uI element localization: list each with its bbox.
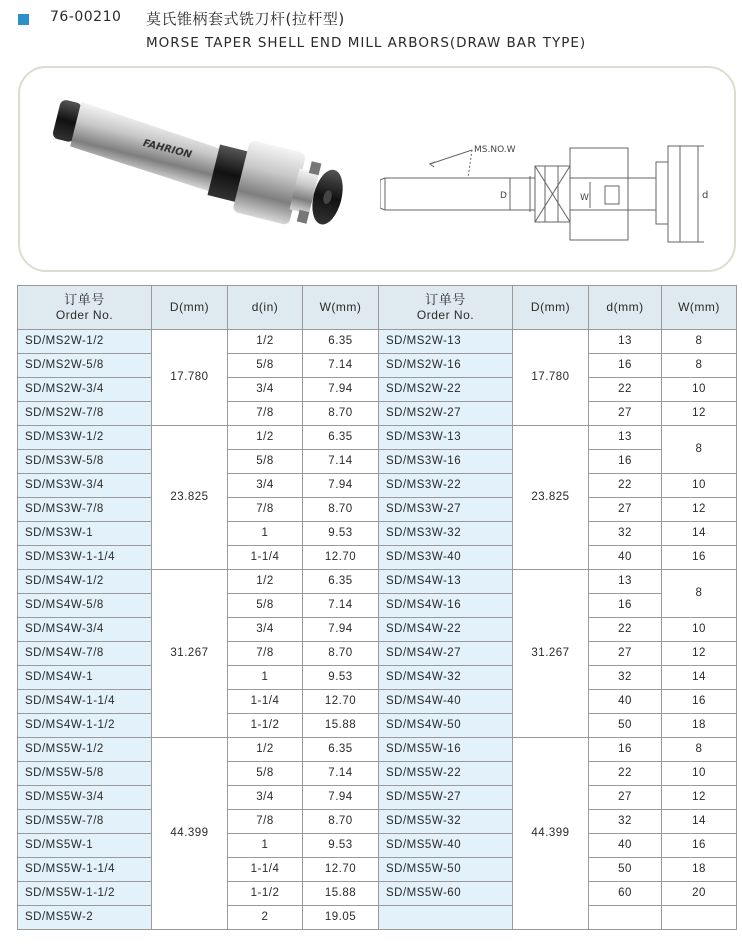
column-header — [589, 286, 662, 330]
D-mm-cell: 17.780 — [152, 330, 228, 426]
W-mm-cell: 8.70 — [303, 810, 379, 834]
W-mm-cell: 14 — [662, 666, 737, 690]
W-mm-cell: 18 — [662, 714, 737, 738]
order-no-cell: SD/MS3W-5/8 — [18, 450, 152, 474]
W-mm-cell: 15.88 — [303, 882, 379, 906]
order-no-cell: SD/MS4W-1/2 — [18, 570, 152, 594]
table-row — [18, 450, 737, 474]
column-header-en: d(mm) — [606, 300, 644, 314]
W-mm-cell — [662, 906, 737, 930]
table-row — [18, 786, 737, 810]
order-no-cell: SD/MS4W-50 — [379, 714, 513, 738]
W-mm-cell: 7.94 — [303, 378, 379, 402]
order-no-cell: SD/MS2W-5/8 — [18, 354, 152, 378]
W-mm-cell: 7.94 — [303, 474, 379, 498]
d-in-cell: 5/8 — [228, 762, 303, 786]
order-no-cell: SD/MS5W-1-1/4 — [18, 858, 152, 882]
D-mm-cell: 23.825 — [513, 426, 589, 570]
table-row — [18, 546, 737, 570]
d-in-cell: 1 — [228, 522, 303, 546]
table-row — [18, 642, 737, 666]
order-no-cell: SD/MS3W-22 — [379, 474, 513, 498]
d-in-cell: 1 — [228, 666, 303, 690]
section-square-icon — [18, 14, 29, 25]
spec-table — [17, 285, 737, 930]
W-mm-cell: 14 — [662, 810, 737, 834]
order-no-cell: SD/MS5W-1/2 — [18, 738, 152, 762]
D-mm-cell: 17.780 — [513, 330, 589, 426]
d-mm-cell: 16 — [589, 594, 662, 618]
order-no-cell: SD/MS5W-2 — [18, 906, 152, 930]
column-header-cn: 订单号 — [425, 291, 466, 307]
column-header-en: D(mm) — [169, 300, 210, 314]
product-figure-panel — [18, 66, 736, 272]
d-mm-cell: 32 — [589, 666, 662, 690]
order-no-cell: SD/MS5W-3/4 — [18, 786, 152, 810]
table-row — [18, 498, 737, 522]
order-no-cell: SD/MS5W-32 — [379, 810, 513, 834]
table-row — [18, 618, 737, 642]
W-mm-cell: 6.35 — [303, 330, 379, 354]
table-header-row — [18, 286, 737, 330]
d-mm-cell: 40 — [589, 546, 662, 570]
d-mm-cell: 32 — [589, 810, 662, 834]
order-no-cell: SD/MS5W-40 — [379, 834, 513, 858]
order-no-cell: SD/MS3W-1-1/4 — [18, 546, 152, 570]
order-no-cell: SD/MS5W-1-1/2 — [18, 882, 152, 906]
order-no-cell: SD/MS2W-3/4 — [18, 378, 152, 402]
table-row — [18, 330, 737, 354]
order-no-cell: SD/MS3W-27 — [379, 498, 513, 522]
column-header — [18, 286, 152, 330]
W-mm-cell: 9.53 — [303, 522, 379, 546]
table-row — [18, 882, 737, 906]
d-mm-cell: 13 — [589, 330, 662, 354]
W-mm-cell: 8.70 — [303, 642, 379, 666]
d-in-cell: 3/4 — [228, 378, 303, 402]
d-mm-cell: 40 — [589, 834, 662, 858]
column-header — [303, 286, 379, 330]
order-no-cell: SD/MS2W-27 — [379, 402, 513, 426]
W-mm-cell: 9.53 — [303, 834, 379, 858]
order-no-cell: SD/MS4W-13 — [379, 570, 513, 594]
order-no-cell: SD/MS2W-22 — [379, 378, 513, 402]
order-no-cell: SD/MS3W-1/2 — [18, 426, 152, 450]
diameter-d-label: d — [702, 190, 709, 201]
order-no-cell: SD/MS4W-7/8 — [18, 642, 152, 666]
order-no-cell: SD/MS4W-1 — [18, 666, 152, 690]
d-mm-cell: 32 — [589, 522, 662, 546]
d-in-cell: 2 — [228, 906, 303, 930]
d-mm-cell: 13 — [589, 570, 662, 594]
order-no-cell: SD/MS4W-40 — [379, 690, 513, 714]
order-no-cell: SD/MS4W-32 — [379, 666, 513, 690]
d-in-cell: 7/8 — [228, 498, 303, 522]
d-in-cell: 1-1/2 — [228, 714, 303, 738]
column-header-en: d(in) — [251, 300, 279, 314]
table-row — [18, 402, 737, 426]
title-chinese: 莫氏锥柄套式铣刀杆(拉杆型) — [146, 10, 345, 28]
table-row — [18, 354, 737, 378]
order-no-cell: SD/MS5W-16 — [379, 738, 513, 762]
d-in-cell: 7/8 — [228, 810, 303, 834]
order-no-cell: SD/MS5W-60 — [379, 882, 513, 906]
order-no-cell: SD/MS4W-16 — [379, 594, 513, 618]
order-no-cell: SD/MS4W-1-1/2 — [18, 714, 152, 738]
table-row — [18, 714, 737, 738]
column-header — [662, 286, 737, 330]
D-mm-cell: 31.267 — [152, 570, 228, 738]
column-header-en: Order No. — [416, 308, 475, 323]
W-mm-cell: 8.70 — [303, 402, 379, 426]
d-mm-cell: 22 — [589, 618, 662, 642]
d-in-cell: 7/8 — [228, 642, 303, 666]
d-mm-cell — [589, 906, 662, 930]
D-mm-cell: 23.825 — [152, 426, 228, 570]
column-header-en: Order No. — [55, 308, 114, 323]
d-mm-cell: 27 — [589, 786, 662, 810]
d-in-cell: 1-1/4 — [228, 690, 303, 714]
page-header — [18, 6, 738, 58]
order-no-cell: SD/MS2W-7/8 — [18, 402, 152, 426]
order-no-cell: SD/MS5W-22 — [379, 762, 513, 786]
table-row — [18, 810, 737, 834]
order-no-cell — [379, 906, 513, 930]
d-in-cell: 1/2 — [228, 570, 303, 594]
order-no-cell: SD/MS2W-1/2 — [18, 330, 152, 354]
order-no-cell: SD/MS3W-7/8 — [18, 498, 152, 522]
d-in-cell: 1 — [228, 834, 303, 858]
W-mm-cell: 7.94 — [303, 618, 379, 642]
order-no-cell: SD/MS3W-40 — [379, 546, 513, 570]
d-in-cell: 1-1/4 — [228, 858, 303, 882]
W-mm-cell: 16 — [662, 690, 737, 714]
arbor-photo-illustration — [38, 86, 368, 256]
d-in-cell: 5/8 — [228, 594, 303, 618]
order-no-cell: SD/MS5W-27 — [379, 786, 513, 810]
d-mm-cell: 27 — [589, 642, 662, 666]
table-row — [18, 474, 737, 498]
W-mm-cell: 8 — [662, 330, 737, 354]
d-mm-cell: 16 — [589, 354, 662, 378]
table-row — [18, 594, 737, 618]
table-row — [18, 906, 737, 930]
W-mm-cell: 16 — [662, 834, 737, 858]
order-no-cell: SD/MS3W-16 — [379, 450, 513, 474]
W-mm-cell: 7.14 — [303, 762, 379, 786]
W-mm-cell: 7.14 — [303, 450, 379, 474]
product-code: 76-00210 — [50, 9, 122, 25]
width-W-label: W — [580, 193, 589, 203]
W-mm-cell: 6.35 — [303, 426, 379, 450]
brand-text: FAHRION — [141, 138, 193, 161]
d-in-cell: 7/8 — [228, 402, 303, 426]
W-mm-cell: 12.70 — [303, 858, 379, 882]
W-mm-cell: 8 — [662, 738, 737, 762]
W-mm-cell: 12 — [662, 786, 737, 810]
order-no-cell: SD/MS4W-27 — [379, 642, 513, 666]
order-no-cell: SD/MS3W-13 — [379, 426, 513, 450]
title-english: MORSE TAPER SHELL END MILL ARBORS(DRAW BAR TYPE) — [146, 35, 587, 51]
diameter-D-label: D — [500, 191, 507, 201]
d-in-cell: 3/4 — [228, 786, 303, 810]
table-row — [18, 378, 737, 402]
W-mm-cell: 20 — [662, 882, 737, 906]
table-body — [18, 330, 737, 930]
W-mm-cell: 10 — [662, 618, 737, 642]
W-mm-cell: 12 — [662, 642, 737, 666]
order-no-cell: SD/MS2W-16 — [379, 354, 513, 378]
W-mm-cell: 15.88 — [303, 714, 379, 738]
d-mm-cell: 22 — [589, 474, 662, 498]
d-mm-cell: 50 — [589, 858, 662, 882]
W-mm-cell: 10 — [662, 474, 737, 498]
W-mm-cell: 8 — [662, 426, 737, 474]
column-header — [379, 286, 513, 330]
W-mm-cell: 12.70 — [303, 690, 379, 714]
d-mm-cell: 16 — [589, 738, 662, 762]
d-in-cell: 1/2 — [228, 426, 303, 450]
W-mm-cell: 6.35 — [303, 570, 379, 594]
order-no-cell: SD/MS5W-50 — [379, 858, 513, 882]
W-mm-cell: 10 — [662, 762, 737, 786]
d-mm-cell: 22 — [589, 378, 662, 402]
W-mm-cell: 6.35 — [303, 738, 379, 762]
d-in-cell: 5/8 — [228, 354, 303, 378]
column-header-en: W(mm) — [678, 300, 720, 314]
W-mm-cell: 18 — [662, 858, 737, 882]
d-in-cell: 1/2 — [228, 738, 303, 762]
d-in-cell: 3/4 — [228, 474, 303, 498]
order-no-cell: SD/MS5W-5/8 — [18, 762, 152, 786]
column-header — [228, 286, 303, 330]
table-row — [18, 738, 737, 762]
W-mm-cell: 7.94 — [303, 786, 379, 810]
W-mm-cell: 14 — [662, 522, 737, 546]
d-mm-cell: 27 — [589, 402, 662, 426]
column-header — [152, 286, 228, 330]
table-row — [18, 666, 737, 690]
order-no-cell: SD/MS3W-3/4 — [18, 474, 152, 498]
column-header — [513, 286, 589, 330]
d-mm-cell: 13 — [589, 426, 662, 450]
order-no-cell: SD/MS5W-1 — [18, 834, 152, 858]
arbor-technical-drawing — [380, 138, 720, 258]
column-header-cn: 订单号 — [64, 291, 105, 307]
W-mm-cell: 16 — [662, 546, 737, 570]
order-no-cell: SD/MS4W-3/4 — [18, 618, 152, 642]
d-in-cell: 3/4 — [228, 618, 303, 642]
order-no-cell: SD/MS4W-5/8 — [18, 594, 152, 618]
table-row — [18, 690, 737, 714]
W-mm-cell: 9.53 — [303, 666, 379, 690]
d-mm-cell: 22 — [589, 762, 662, 786]
d-in-cell: 1-1/4 — [228, 546, 303, 570]
W-mm-cell: 8 — [662, 354, 737, 378]
d-in-cell: 1/2 — [228, 330, 303, 354]
order-no-cell: SD/MS4W-22 — [379, 618, 513, 642]
order-no-cell: SD/MS3W-1 — [18, 522, 152, 546]
table-row — [18, 426, 737, 450]
column-header-en: W(mm) — [319, 300, 362, 314]
table-row — [18, 570, 737, 594]
D-mm-cell: 31.267 — [513, 570, 589, 738]
D-mm-cell: 44.399 — [152, 738, 228, 930]
table-row — [18, 858, 737, 882]
order-no-cell: SD/MS3W-32 — [379, 522, 513, 546]
D-mm-cell: 44.399 — [513, 738, 589, 930]
d-mm-cell: 40 — [589, 690, 662, 714]
order-no-cell: SD/MS4W-1-1/4 — [18, 690, 152, 714]
d-mm-cell: 16 — [589, 450, 662, 474]
W-mm-cell: 8.70 — [303, 498, 379, 522]
d-in-cell: 1-1/2 — [228, 882, 303, 906]
column-header-en: D(mm) — [530, 300, 571, 314]
order-no-cell: SD/MS2W-13 — [379, 330, 513, 354]
table-row — [18, 762, 737, 786]
d-mm-cell: 27 — [589, 498, 662, 522]
W-mm-cell: 19.05 — [303, 906, 379, 930]
d-in-cell: 5/8 — [228, 450, 303, 474]
W-mm-cell: 10 — [662, 378, 737, 402]
W-mm-cell: 7.14 — [303, 594, 379, 618]
ms-no-label: MS.NO.W — [474, 145, 516, 155]
table-row — [18, 522, 737, 546]
W-mm-cell: 8 — [662, 570, 737, 618]
W-mm-cell: 12 — [662, 402, 737, 426]
d-mm-cell: 50 — [589, 714, 662, 738]
W-mm-cell: 12 — [662, 498, 737, 522]
table-row — [18, 834, 737, 858]
order-no-cell: SD/MS5W-7/8 — [18, 810, 152, 834]
W-mm-cell: 12.70 — [303, 546, 379, 570]
W-mm-cell: 7.14 — [303, 354, 379, 378]
d-mm-cell: 60 — [589, 882, 662, 906]
